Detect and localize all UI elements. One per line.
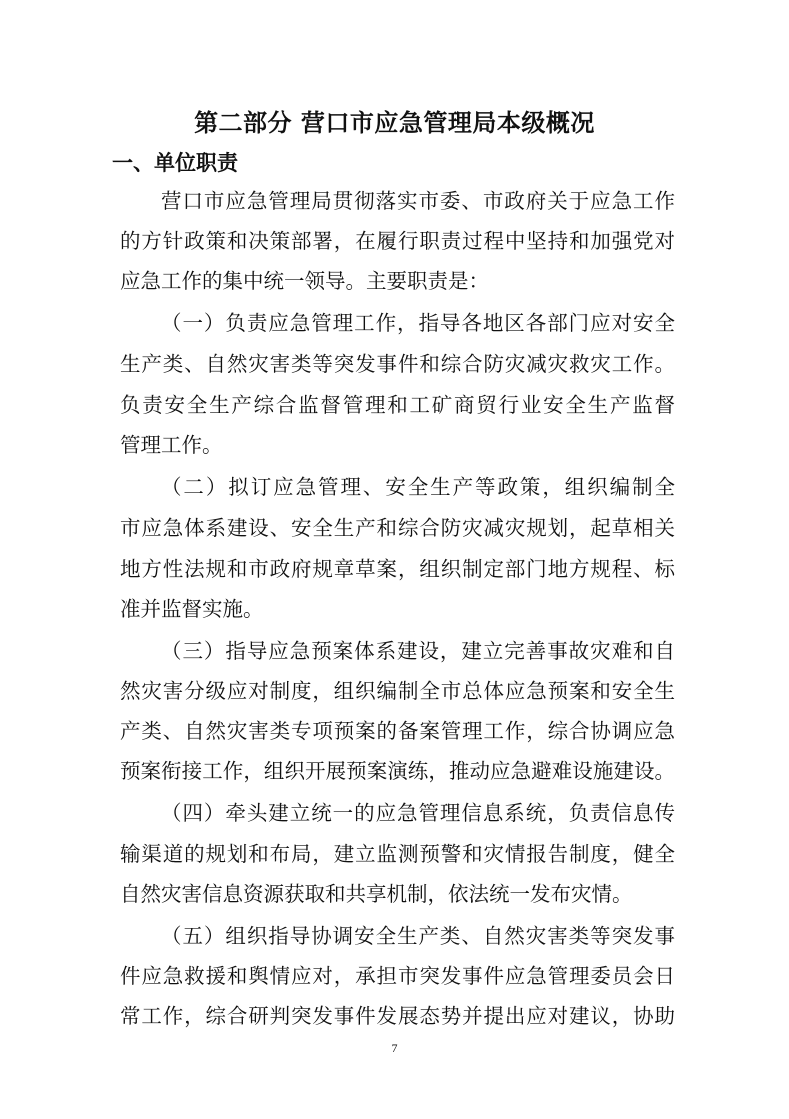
paragraph-line: 常工作，综合研判突发事件发展态势并提出应对建议，协助: [120, 1004, 675, 1028]
paragraph-line: 输渠道的规划和布局，建立监测预警和灾情报告制度，健全: [120, 842, 675, 866]
paragraph-line: 地方性法规和市政府规章草案，组织制定部门地方规程、标: [120, 557, 675, 581]
paragraph-line: （五）组织指导协调安全生产类、自然灾害类等突发事: [161, 924, 675, 948]
paragraph-line: （一）负责应急管理工作，指导各地区各部门应对安全: [161, 311, 675, 335]
paragraph-line: 营口市应急管理局贯彻落实市委、市政府关于应急工作: [161, 189, 675, 213]
paragraph-line: 自然灾害信息资源获取和共享机制，依法统一发布灾情。: [120, 882, 633, 906]
paragraph-line: 准并监督实施。: [120, 597, 264, 621]
paragraph-line: 管理工作。: [120, 433, 223, 457]
page-title: 第二部分 营口市应急管理局本级概况: [194, 108, 595, 137]
paragraph-line: 预案衔接工作，组织开展预案演练，推动应急避难设施建设。: [120, 759, 675, 783]
paragraph-line: 生产类、自然灾害类等突发事件和综合防灾减灾救灾工作。: [120, 352, 675, 376]
paragraph-line: （四）牵头建立统一的应急管理信息系统，负责信息传: [161, 801, 675, 825]
paragraph-line: 的方针政策和决策部署，在履行职责过程中坚持和加强党对: [120, 229, 675, 253]
paragraph-line: 然灾害分级应对制度，组织编制全市总体应急预案和安全生: [120, 679, 675, 703]
paragraph-line: 市应急体系建设、安全生产和综合防灾减灾规划，起草相关: [120, 516, 675, 540]
paragraph-line: 产类、自然灾害类专项预案的备案管理工作，综合协调应急: [120, 719, 675, 743]
page-number: 7: [391, 1041, 398, 1055]
paragraph-line: 负责安全生产综合监督管理和工矿商贸行业安全生产监督: [120, 393, 675, 417]
paragraph-line: （三）指导应急预案体系建设，建立完善事故灾难和自: [161, 639, 675, 663]
paragraph-line: 应急工作的集中统一领导。主要职责是：: [120, 269, 489, 293]
paragraph-line: （二）拟订应急管理、安全生产等政策，组织编制全: [161, 475, 675, 499]
paragraph-line: 件应急救援和舆情应对，承担市突发事件应急管理委员会日: [120, 964, 675, 988]
section-heading: 一、单位职责: [112, 151, 238, 175]
